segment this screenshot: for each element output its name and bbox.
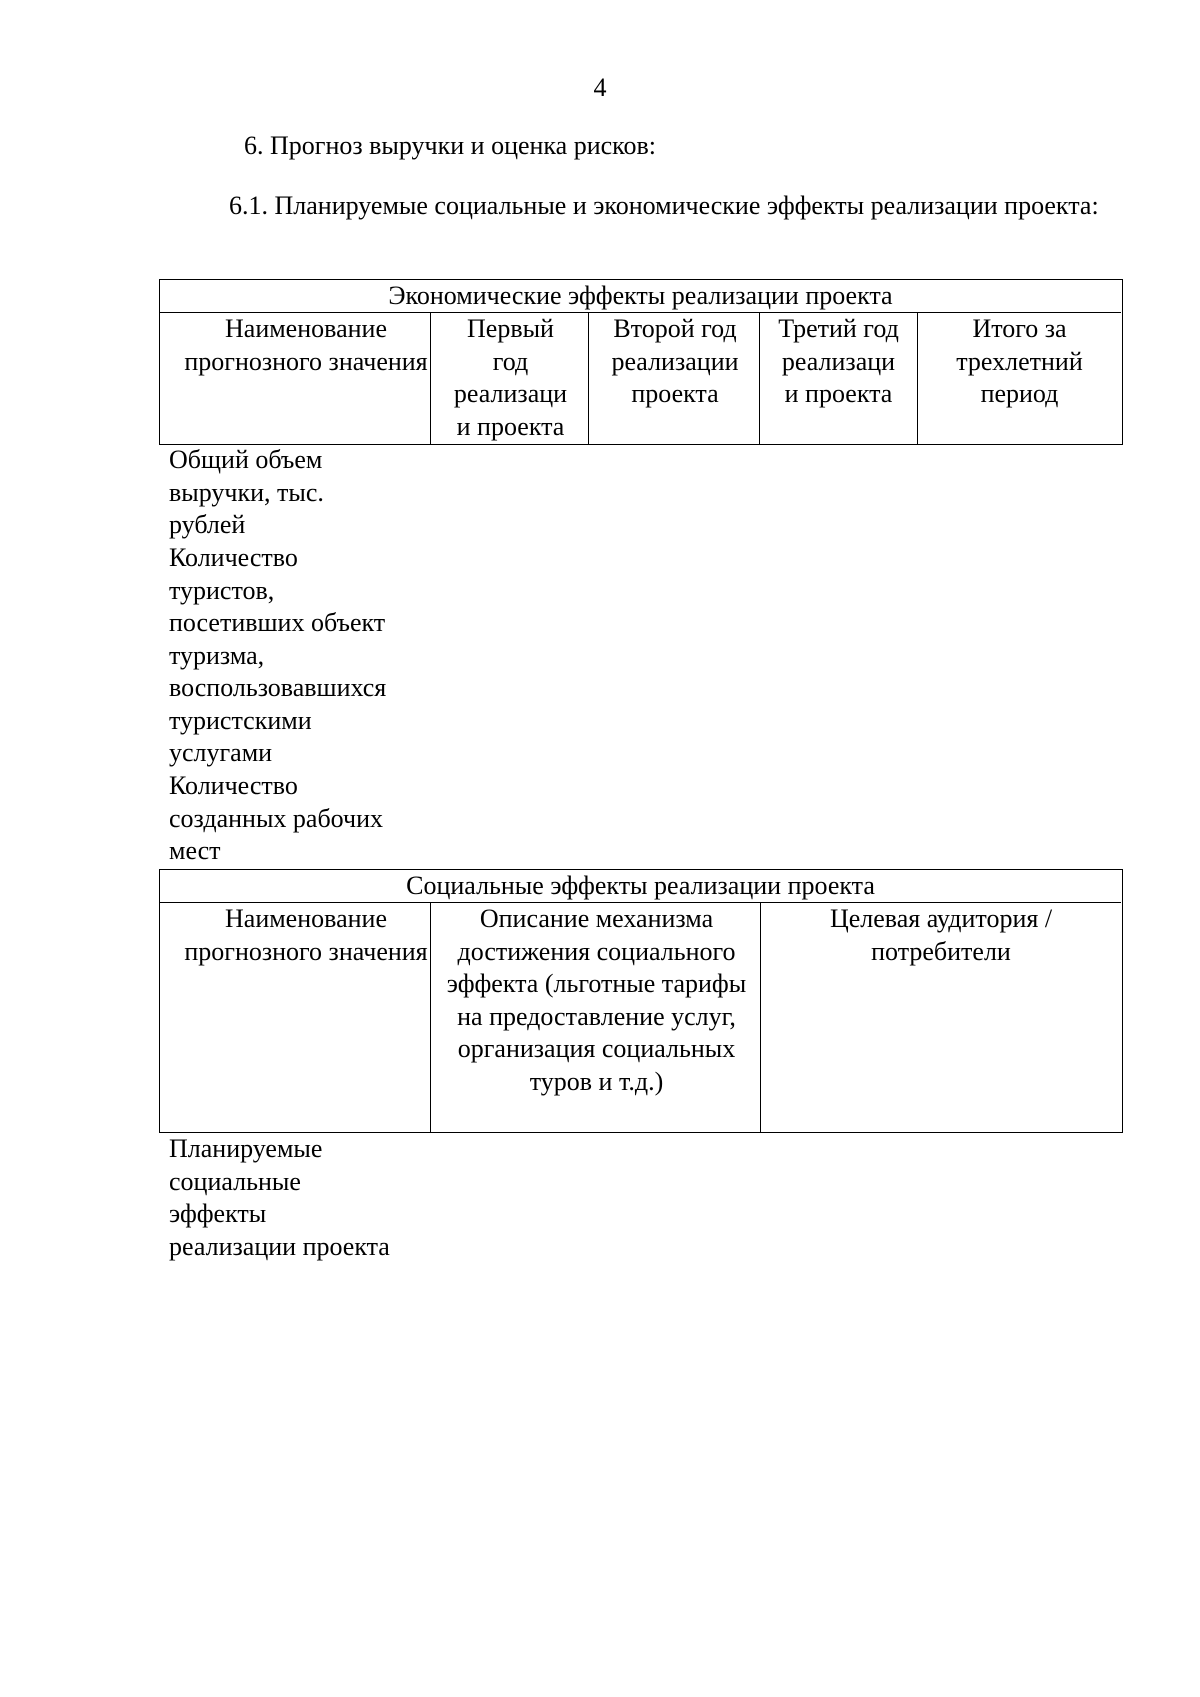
economic-table-title: Экономические эффекты реализации проекта: [160, 280, 1121, 313]
economic-header-total: Итого за трехлетний период: [917, 313, 1121, 444]
page-number: 4: [593, 73, 607, 102]
section-6-1-paragraph: 6.1. Планируемые социальные и экономические эффекты реализации проекта:: [229, 191, 1099, 220]
economic-header-year-1: Первый год реализаци и проекта: [430, 313, 590, 444]
social-header-mechanism: Описание механизма достижения социального эффекта (льготные тарифы на предоставление услуг, организация социальных туров и т.д.): [430, 903, 762, 1132]
economic-row-revenue: Общий объем выручки, тыс. рублей: [169, 445, 324, 539]
economic-row-jobs: Количество созданных рабочих мест: [169, 771, 383, 865]
social-table-title: Социальные эффекты реализации проекта: [160, 870, 1121, 903]
section-6-heading: 6. Прогноз выручки и оценка рисков:: [244, 131, 656, 160]
social-header-audience: Целевая аудитория / потребители: [760, 903, 1121, 1132]
economic-effects-table: [159, 279, 1123, 445]
social-row-planned-effects: Планируемые социальные эффекты реализации проекта: [169, 1134, 390, 1261]
economic-header-name: Наименование прогнозного значения: [184, 314, 428, 376]
economic-row-tourists: Количество туристов, посетивших объект туризма, воспользовавшихся туристскими услугами: [169, 543, 387, 767]
social-header-name: Наименование прогнозного значения: [184, 904, 428, 966]
economic-header-year-2: Второй год реализации проекта: [588, 313, 761, 444]
social-effects-table: [159, 869, 1123, 1133]
economic-header-year-3: Третий год реализаци и проекта: [759, 313, 917, 444]
